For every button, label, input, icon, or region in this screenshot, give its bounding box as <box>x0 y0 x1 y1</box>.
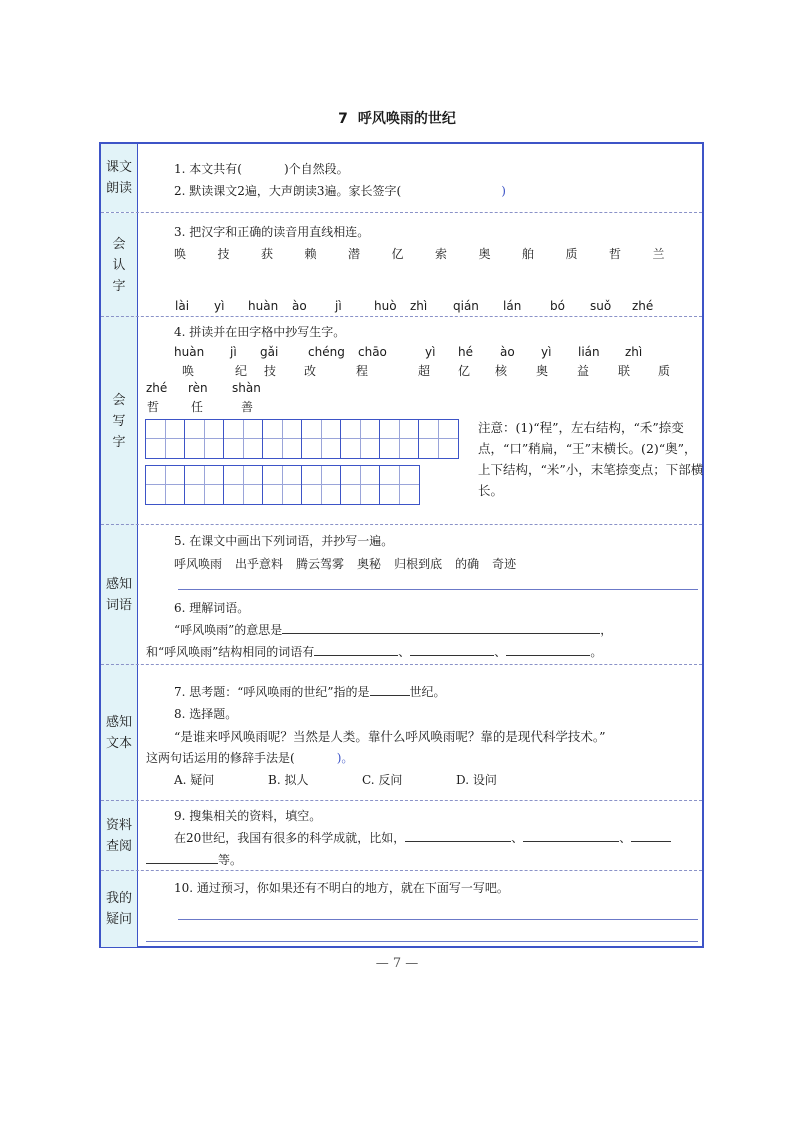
pinyin-item: ào <box>292 299 307 313</box>
label-line: 字 <box>112 434 126 450</box>
q7-text-end: 世纪。 <box>409 685 446 699</box>
section-words <box>101 524 702 665</box>
char-item: 技 <box>217 247 230 261</box>
section-questions <box>101 870 702 947</box>
lesson-title: 呼风唤雨的世纪 <box>357 111 456 127</box>
q6b-text: 和“呼风唤雨”结构相同的词语有 <box>146 645 315 659</box>
tianzige-grid-1[interactable] <box>145 419 459 459</box>
question-3: 3. 把汉字和正确的读音用直线相连。 <box>174 225 370 239</box>
label-line: 感知 <box>105 715 132 730</box>
option-item[interactable]: A. 疑问 <box>174 773 215 787</box>
grid-cell[interactable] <box>263 420 302 458</box>
label-line: 认 <box>112 257 126 273</box>
pinyin-item: ào <box>500 345 515 359</box>
char-item: 益 <box>577 364 590 378</box>
word-blank[interactable] <box>506 643 590 656</box>
pinyin-item: bó <box>550 299 565 313</box>
char-item: 潜 <box>348 247 361 261</box>
achievement-blank[interactable] <box>631 829 671 842</box>
section-label <box>101 144 138 212</box>
pinyin-item: huàn <box>174 345 205 359</box>
pinyin-item: huàn <box>248 299 279 313</box>
label-line: 会 <box>112 236 126 252</box>
pinyin-item: zhé <box>146 381 168 395</box>
pinyin-item: shàn <box>232 381 261 395</box>
pinyin-item: gǎi <box>260 345 279 359</box>
section-label <box>101 317 138 525</box>
char-item: 唤 <box>174 247 187 261</box>
q9b-text: 等。 <box>218 853 243 867</box>
pinyin-item: chāo <box>358 345 387 359</box>
grid-cell[interactable] <box>146 420 185 458</box>
option-item[interactable]: B. 拟人 <box>268 773 309 787</box>
question-7 <box>174 683 446 700</box>
pinyin-item: zhì <box>625 345 643 359</box>
label-line: 文本 <box>105 736 132 751</box>
section-recognize <box>101 212 702 317</box>
century-blank[interactable] <box>370 683 410 696</box>
achievement-blank[interactable] <box>405 829 511 842</box>
pinyin-item: zhé <box>632 299 654 313</box>
word-item: 腾云驾雾 <box>296 557 345 571</box>
worksheet-frame <box>99 142 704 948</box>
char-item: 质 <box>658 364 671 378</box>
question-2 <box>174 182 506 199</box>
writing-note: 注意：(1)“程”，左右结构，“禾”捺变点，“口”稍扁，“王”末横长。(2)“奥”，上下结构，“米”小，末笔捺变点；下部横长。 <box>478 420 704 498</box>
answer-line[interactable] <box>178 919 698 920</box>
section-label <box>101 525 138 665</box>
grid-cell[interactable] <box>380 420 419 458</box>
char-item: 哲 <box>147 400 160 414</box>
pinyin-item: yì <box>425 345 436 359</box>
pinyin-item: jì <box>230 345 237 359</box>
pinyin-item: lài <box>175 299 190 313</box>
question-9: 9. 搜集相关的资料，填空。 <box>174 809 322 823</box>
label-line: 朗读 <box>105 181 132 196</box>
word-item: 奥秘 <box>357 557 382 571</box>
word-list <box>174 555 529 572</box>
char-item: 奥 <box>478 247 491 261</box>
lesson-number: 7 <box>338 111 348 127</box>
char-item: 技 <box>264 364 277 378</box>
word-item: 归根到底 <box>394 557 443 571</box>
word-item: 的确 <box>455 557 480 571</box>
tianzige-grid-2[interactable] <box>145 465 420 505</box>
section-text <box>101 664 702 801</box>
char-item: 改 <box>304 364 317 378</box>
q6a-comma: ， <box>600 623 613 637</box>
grid-cell[interactable] <box>302 420 341 458</box>
char-item: 唤 <box>182 364 195 378</box>
pinyin-item: yì <box>214 299 225 313</box>
char-item: 赖 <box>304 247 317 261</box>
quote: “是谁来呼风唤雨呢？当然是人类。靠什么呼风唤雨呢？靠的是现代科学技术。” <box>174 729 606 744</box>
pinyin-item: yì <box>541 345 552 359</box>
label-line: 词语 <box>105 598 132 613</box>
section-label <box>101 871 138 947</box>
q7-text: 7. 思考题：“呼风唤雨的世纪”指的是 <box>174 685 370 699</box>
char-item: 获 <box>261 247 274 261</box>
paragraph-count-blank[interactable] <box>242 161 284 173</box>
char-item: 舶 <box>522 247 535 261</box>
q9a-sep: 、 <box>619 831 632 845</box>
options <box>174 771 550 788</box>
label-line: 资料 <box>105 818 132 833</box>
char-item: 索 <box>435 247 448 261</box>
question-6a <box>174 621 612 638</box>
page-footer: — 7 — <box>375 956 419 971</box>
q6b-sep: 、 <box>398 645 411 659</box>
q2-text-end: ) <box>501 184 506 198</box>
pinyin-item: lián <box>578 345 600 359</box>
section-label <box>101 801 138 871</box>
char-item: 任 <box>191 400 204 414</box>
char-item: 奥 <box>536 364 549 378</box>
achievement-blank[interactable] <box>523 829 619 842</box>
section-write <box>101 316 702 525</box>
pinyin-item: qián <box>453 299 479 313</box>
char-item: 兰 <box>652 247 665 261</box>
grid-cell[interactable] <box>302 466 341 504</box>
question-4: 4. 拼读并在田字格中抄写生字。 <box>174 325 346 339</box>
grid-cell[interactable] <box>419 420 458 458</box>
char-item: 纪 <box>235 364 248 378</box>
char-item: 超 <box>418 364 431 378</box>
label-line: 感知 <box>105 577 132 592</box>
grid-cell[interactable] <box>224 466 263 504</box>
q9a-sep: 、 <box>511 831 524 845</box>
question-9b <box>146 851 242 868</box>
meaning-blank[interactable] <box>282 621 600 634</box>
question-1 <box>174 160 349 177</box>
question-9a <box>174 829 671 846</box>
copy-line[interactable] <box>178 589 698 590</box>
q6b-sep: 、 <box>494 645 507 659</box>
q8b-text: 这两句话运用的修辞手法是( <box>146 751 295 765</box>
achievement-blank[interactable] <box>146 851 218 864</box>
word-blank[interactable] <box>410 643 494 656</box>
word-item: 呼风唤雨 <box>174 557 223 571</box>
label-line: 查阅 <box>105 839 132 854</box>
label-line: 会 <box>112 392 126 408</box>
answer-line[interactable] <box>146 941 698 942</box>
char-item: 哲 <box>609 247 622 261</box>
question-6: 6. 理解词语。 <box>174 601 250 615</box>
q6b-period: 。 <box>590 645 603 659</box>
section-label <box>101 213 138 317</box>
pinyin-item: huò <box>374 299 397 313</box>
section-label <box>101 665 138 801</box>
char-item: 亿 <box>391 247 404 261</box>
label-line: 我的 <box>105 891 132 906</box>
option-item[interactable]: D. 设问 <box>456 773 497 787</box>
label-line: 课文 <box>105 160 132 175</box>
grid-cell[interactable] <box>341 420 380 458</box>
pinyin-item: chéng <box>308 345 345 359</box>
question-8b <box>146 749 353 766</box>
char-item: 核 <box>495 364 508 378</box>
option-item[interactable]: C. 反问 <box>362 773 403 787</box>
page-title <box>0 108 794 128</box>
q8b-text-end: )。 <box>336 751 354 765</box>
grid-cell[interactable] <box>185 420 224 458</box>
label-line: 字 <box>112 278 126 294</box>
section-reading <box>101 144 702 212</box>
pinyin-item: jì <box>335 299 342 313</box>
grid-cell[interactable] <box>146 466 185 504</box>
grid-cell[interactable] <box>185 466 224 504</box>
pinyin-item: lán <box>503 299 522 313</box>
pinyin-item: rèn <box>188 381 208 395</box>
word-item: 出乎意料 <box>235 557 284 571</box>
q1-text: 1. 本文共有( <box>174 162 242 176</box>
q9a-text: 在20世纪，我国有很多的科学成就，比如， <box>174 831 406 845</box>
q6a-text: “呼风唤雨”的意思是 <box>174 623 283 637</box>
label-line: 写 <box>112 413 126 429</box>
pinyin-item: suǒ <box>590 299 612 313</box>
question-8: 8. 选择题。 <box>174 707 238 721</box>
char-item: 亿 <box>458 364 471 378</box>
grid-cell[interactable] <box>341 466 380 504</box>
question-10: 10. 通过预习，你如果还有不明白的地方，就在下面写一写吧。 <box>174 881 509 895</box>
word-blank[interactable] <box>314 643 398 656</box>
word-item: 奇迹 <box>492 557 517 571</box>
char-item: 质 <box>565 247 578 261</box>
question-5: 5. 在课文中画出下列词语，并抄写一遍。 <box>174 534 394 548</box>
char-item: 联 <box>618 364 631 378</box>
pinyin-item: zhì <box>410 299 428 313</box>
pinyin-item: hé <box>458 345 473 359</box>
char-item: 善 <box>241 400 254 414</box>
label-line: 疑问 <box>105 912 132 927</box>
grid-cell[interactable] <box>224 420 263 458</box>
question-6b <box>146 643 602 660</box>
char-item: 程 <box>356 364 369 378</box>
q1-text-end: )个自然段。 <box>283 162 349 176</box>
grid-cell[interactable] <box>263 466 302 504</box>
grid-cell[interactable] <box>380 466 419 504</box>
q2-text: 2. 默读课文2遍，大声朗读3遍。家长签字( <box>174 184 402 198</box>
section-research <box>101 800 702 871</box>
